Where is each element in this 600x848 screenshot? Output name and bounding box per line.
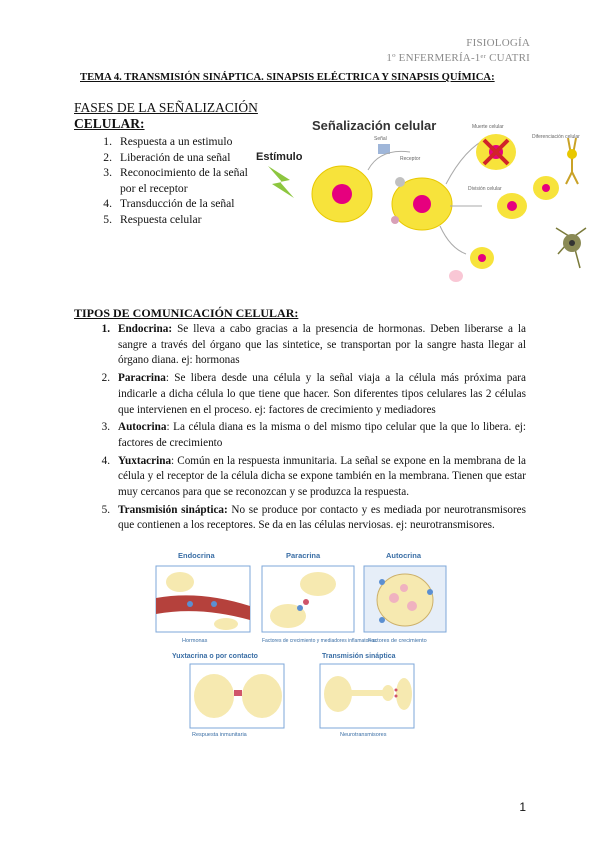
list-item: 3. Autocrina: La célula diana es la misma o del mismo tipo celular que la que lo libera. ej: factores de crecimiento [101,421,526,449]
page-number: 1 [519,800,526,814]
figure-title: Señalización celular [312,118,437,133]
list-item: 4. Yuxtacrina: Común en la respuesta inmunitaria. La señal se expone en la membrana de la célula y el receptor de la célula dicha se expone también en la membrana. Tienen que estar muy cercanos para que se reconozcan y se produzca la respuesta. [101,454,526,499]
list-item: 2. Paracrina: Se libera desde una célula y la señal viaja a la célula más próxima para indicarle a dicha célula lo que tiene que hacer. Son diferentes tipos celulares las 2 células que intervienen en el proceso. ej: factores de crecimiento y mediadores [101,372,526,416]
list-item: 5. Transmisión sináptica: No se produce por contacto y es mediada por neurotransmisores que contienen a los receptores. Se da en las células nerviosas. ej: neurotransmisores. [101,503,527,532]
communication-types-figure [150,548,450,740]
list-item: 1. Endocrina: Se lleva a cabo gracias a la presencia de hormonas. Deben liberarse a la sangre a través del órgano que las sintetice, se transportan por la sangre hasta llegar al órgano diana. ej: hormonas [101,323,526,367]
panel-title-paracrina: Paracrina [286,551,321,560]
list-item: 5. Respuesta celular [103,212,202,226]
death-label: Muerte celular [472,124,504,130]
list-item: 3. Reconocimiento de la señal por el receptor [103,166,248,195]
fases-list [74,134,252,227]
signal-box [378,144,390,154]
nucleus [332,184,352,204]
document-title: TEMA 4. TRANSMISIÓN SINÁPTICA. SINAPSIS ELÉCTRICA Y SINAPSIS QUÍMICA: [80,72,495,83]
panel-caption-sinaptica: Neurotransmisores [340,732,387,738]
tipos-heading: TIPOS DE COMUNICACIÓN CELULAR: [74,306,299,320]
division-label: División celular [468,186,502,192]
differentiation-label: Diferenciación celular [532,134,580,140]
panel-caption-endocrina: Hormonas [182,638,208,644]
signal-label: Señal [374,136,387,142]
stimulus-label: Estímulo [256,151,303,163]
panel-title-endocrina: Endocrina [178,551,215,560]
panel-caption-autocrina: Factores de crecimiento [368,638,427,644]
list-item: 2. Liberación de una señal [103,150,231,164]
small-cell-2 [449,270,463,282]
page-header [386,36,530,66]
header-subject: FISIOLOGÍA [466,37,530,49]
panel-caption-yuxtacrina: Respuesta inmunitaria [192,732,247,738]
list-item: 1. Respuesta a un estimulo [103,135,233,148]
receptor-label: Receptor [400,156,421,162]
header-course: 1º ENFERMERÍA-1ᵉʳ CUATRI [386,52,530,64]
cell-signaling-figure [250,108,590,288]
panel-caption-paracrina: Factores de crecimiento y mediadores inflamatorios [262,638,377,644]
fases-heading-line1: FASES DE LA SEÑALIZACIÓN [74,100,258,115]
neuron [566,138,578,184]
list-item: 4. Transducción de la señal [103,197,235,210]
lightning-icon [268,166,294,198]
tipos-list [74,322,526,536]
fases-heading-line2: CELULAR: [74,116,145,131]
panel-title-autocrina: Autocrina [386,551,422,560]
panel-title-yuxtacrina: Yuxtacrina o por contacto [172,653,258,660]
receiving-nucleus [413,195,431,213]
panel-title-sinaptica: Transmisión sináptica [322,653,396,660]
